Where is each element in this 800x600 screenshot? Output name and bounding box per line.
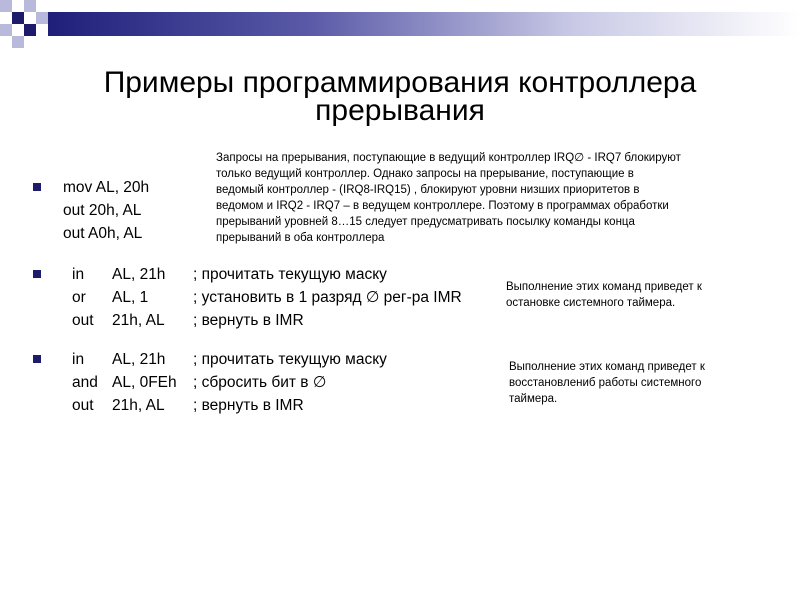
bullet-icon <box>33 183 41 191</box>
note-line: ведомом и IRQ2 - IRQ7 – в ведущем контроллере. Поэтому в программах обработки <box>216 200 669 212</box>
header-gradient-bar <box>48 12 800 36</box>
decor-square <box>0 24 12 36</box>
code-args: 21h, AL <box>112 397 165 414</box>
slide-title-line2: прерывания <box>315 94 485 127</box>
note-bottom-line: Выполнение этих команд приведет к <box>509 361 705 373</box>
code-line: out 20h, AL <box>63 202 142 219</box>
code-op: out <box>72 312 94 329</box>
bullet-icon <box>33 270 41 278</box>
code-comment: ; сбросить бит в ∅ <box>193 374 327 391</box>
code-comment: ; прочитать текущую маску <box>193 266 387 283</box>
decor-square <box>36 0 48 12</box>
code-op: in <box>72 351 85 368</box>
code-comment: ; прочитать текущую маску <box>193 351 387 368</box>
code-args: AL, 21h <box>112 266 166 283</box>
decor-square <box>12 24 24 36</box>
decor-square <box>0 0 12 12</box>
code-op: in <box>72 266 85 283</box>
decor-square <box>36 12 48 24</box>
code-line: mov AL, 20h <box>63 179 150 196</box>
note-line: Запросы на прерывания, поступающие в ведущий контроллер IRQ∅ - IRQ7 блокируют <box>216 152 681 164</box>
decor-square <box>12 36 24 48</box>
decor-square <box>36 24 48 36</box>
decor-square <box>24 12 36 24</box>
note-middle-line: остановке системного таймера. <box>506 297 676 309</box>
code-op: or <box>72 289 86 306</box>
note-line: прерываний в оба контроллера <box>216 232 385 244</box>
slide-title-line1: Примеры программирования контроллера <box>103 66 697 99</box>
code-op: and <box>72 374 98 391</box>
code-line: out A0h, AL <box>63 225 143 242</box>
code-args: 21h, AL <box>112 312 165 329</box>
note-line: только ведущий контроллер. Однако запросы на прерывание, поступающие в <box>216 168 634 180</box>
decor-square <box>24 24 36 36</box>
decor-square <box>24 0 36 12</box>
code-args: AL, 0FEh <box>112 374 177 391</box>
bullet-icon <box>33 355 41 363</box>
decor-square <box>12 0 24 12</box>
note-bottom-line: восстановлениб работы системного <box>509 377 702 389</box>
code-args: AL, 21h <box>112 351 166 368</box>
decor-square <box>24 36 36 48</box>
decor-square <box>12 12 24 24</box>
note-line: прерываний уровней 8…15 следует предусматривать посылку команды конца <box>216 216 635 228</box>
note-bottom-line: таймера. <box>509 393 558 405</box>
code-comment: ; установить в 1 разряд ∅ рег-ра IMR <box>193 289 462 306</box>
note-middle-line: Выполнение этих команд приведет к <box>506 281 702 293</box>
code-args: AL, 1 <box>112 289 149 306</box>
code-op: out <box>72 397 94 414</box>
code-comment: ; вернуть в IMR <box>193 397 304 414</box>
note-line: ведомый контроллер - (IRQ8-IRQ15) , блокируют уровни низших приоритетов в <box>216 184 640 196</box>
code-comment: ; вернуть в IMR <box>193 312 304 329</box>
decor-square <box>0 12 12 24</box>
